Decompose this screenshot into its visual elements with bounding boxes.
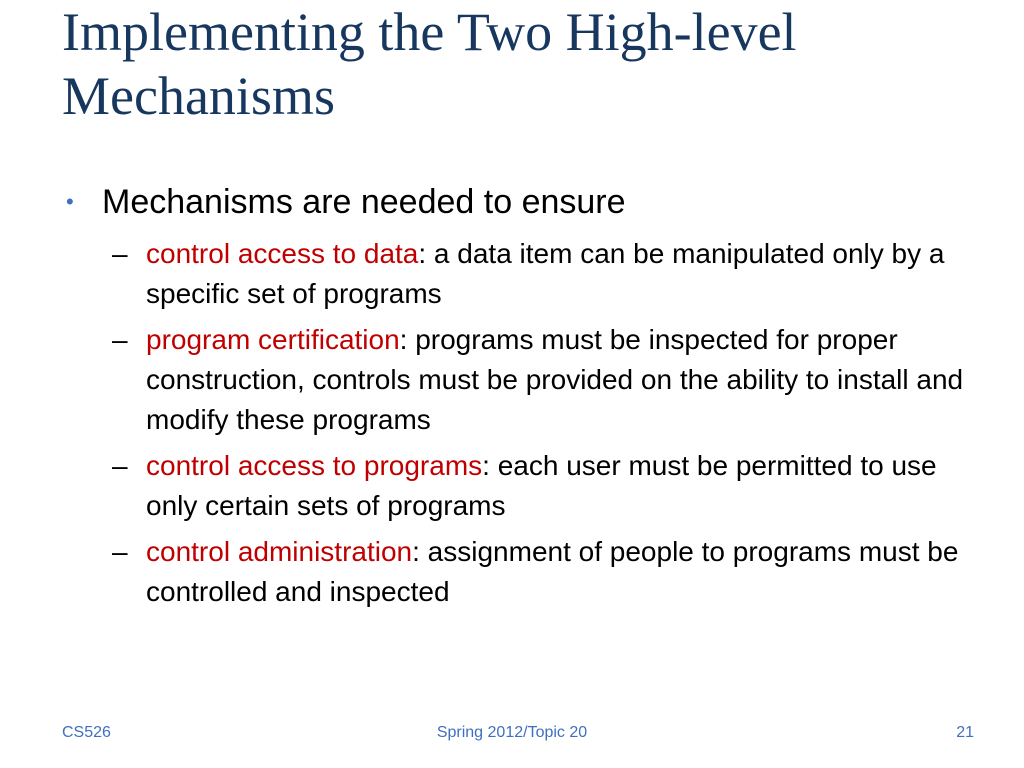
bullet-text: Mechanisms are needed to ensure xyxy=(102,183,626,221)
footer-course: CS526 xyxy=(62,724,111,741)
dash-icon: – xyxy=(112,536,128,567)
sub-item-description: : a data item can be manipulated only by a specific set of programs xyxy=(146,238,945,309)
sub-item-term: control administration xyxy=(146,536,413,567)
footer-topic: Spring 2012/Topic 20 xyxy=(436,724,588,741)
sub-item-program-certification xyxy=(62,320,992,440)
sub-item-term: control access to data xyxy=(146,238,419,269)
sub-item-term: program certification xyxy=(146,324,400,355)
sub-item-control-access-to-data xyxy=(62,234,992,314)
bullet-item xyxy=(62,176,992,228)
bullet-icon: • xyxy=(66,189,74,214)
sub-item-description: : assignment of people to programs must be controlled and inspected xyxy=(146,536,959,607)
sub-item-description: : each user must be permitted to use only certain sets of programs xyxy=(146,450,937,521)
dash-icon: – xyxy=(112,238,128,269)
sub-item-description: : programs must be inspected for proper construction, controls must be provided on the ability to install and modify these programs xyxy=(146,324,964,435)
footer-page-number: 21 xyxy=(956,724,974,741)
sub-item-control-access-to-programs xyxy=(62,446,992,526)
dash-icon: – xyxy=(112,450,128,481)
slide-body xyxy=(62,176,992,612)
sub-item-term: control access to programs xyxy=(146,450,483,481)
sub-item-control-administration xyxy=(62,532,992,612)
slide-title: Implementing the Two High-level Mechanisms xyxy=(62,2,797,126)
dash-icon: – xyxy=(112,324,128,355)
